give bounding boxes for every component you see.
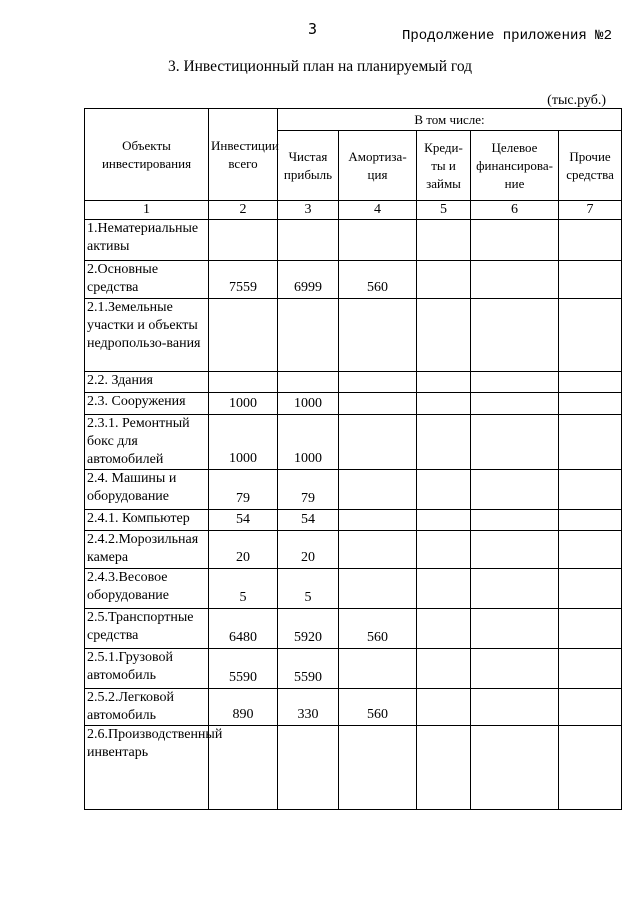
table-row [85, 261, 622, 299]
column-number: 4 [339, 201, 417, 220]
row-value: 20 [278, 531, 339, 569]
table-row [85, 510, 622, 531]
row-value [209, 299, 278, 372]
row-value [209, 220, 278, 261]
row-value: 5 [209, 569, 278, 609]
column-number: 3 [278, 201, 339, 220]
table-row [85, 415, 622, 470]
row-value [471, 689, 559, 726]
row-value [471, 220, 559, 261]
row-value: 1000 [278, 393, 339, 415]
row-value [278, 372, 339, 393]
row-value [278, 726, 339, 810]
row-value [339, 726, 417, 810]
row-value: 6999 [278, 261, 339, 299]
table-row [85, 372, 622, 393]
row-value: 6480 [209, 609, 278, 649]
row-value: 54 [209, 510, 278, 531]
table-row [85, 470, 622, 510]
row-value [417, 261, 471, 299]
column-number-row [85, 201, 622, 220]
row-value: 1000 [278, 415, 339, 470]
row-label: 2.2. Здания [85, 372, 209, 393]
row-value [559, 726, 622, 810]
row-value [339, 531, 417, 569]
page-number: 3 [308, 20, 318, 38]
row-value: 1000 [209, 393, 278, 415]
row-value [339, 415, 417, 470]
row-value [417, 726, 471, 810]
row-value: 560 [339, 689, 417, 726]
row-value [559, 261, 622, 299]
row-value [417, 510, 471, 531]
row-value: 54 [278, 510, 339, 531]
row-value: 560 [339, 261, 417, 299]
row-value [417, 220, 471, 261]
row-value: 5590 [209, 649, 278, 689]
header-net-profit: Чистая прибыль [278, 131, 339, 201]
row-value: 890 [209, 689, 278, 726]
column-number: 5 [417, 201, 471, 220]
row-value: 79 [209, 470, 278, 510]
row-value [471, 510, 559, 531]
table-row [85, 726, 622, 810]
row-value [559, 609, 622, 649]
row-value: 5590 [278, 649, 339, 689]
row-value [559, 299, 622, 372]
row-value [417, 415, 471, 470]
table-row [85, 689, 622, 726]
table-row [85, 393, 622, 415]
row-value: 7559 [209, 261, 278, 299]
row-value [471, 261, 559, 299]
row-value: 5 [278, 569, 339, 609]
row-value: 5920 [278, 609, 339, 649]
row-value [339, 393, 417, 415]
row-value [471, 393, 559, 415]
table-row [85, 531, 622, 569]
page-title: 3. Инвестиционный план на планируемый год [167, 58, 473, 75]
row-value [339, 372, 417, 393]
row-value [339, 299, 417, 372]
header-target-financing: Целевое финансирова-ние [471, 131, 559, 201]
row-value: 1000 [209, 415, 278, 470]
row-value [417, 393, 471, 415]
row-label: 2.3. Сооружения [85, 393, 209, 415]
investment-plan-table [84, 108, 622, 810]
header-objects: Объекты инвестирования [85, 109, 209, 201]
row-value [471, 372, 559, 393]
table-row [85, 609, 622, 649]
row-value [471, 649, 559, 689]
row-label: 2.3.1. Ремонтный бокс для автомобилей [85, 415, 209, 470]
row-value [559, 569, 622, 609]
row-value [278, 299, 339, 372]
row-value [559, 372, 622, 393]
row-value [339, 569, 417, 609]
row-label: 2.1.Земельные участки и объекты недропользо-вания [85, 299, 209, 372]
row-label: 2.4. Машины и оборудование [85, 470, 209, 510]
row-label: 2.4.2.Морозильная камера [85, 531, 209, 569]
row-value [559, 415, 622, 470]
row-label: 2.5.1.Грузовой автомобиль [85, 649, 209, 689]
row-value [339, 510, 417, 531]
table-row [85, 220, 622, 261]
unit-label: (тыс.руб.) [547, 93, 606, 108]
row-value [559, 649, 622, 689]
row-value [559, 393, 622, 415]
row-value [559, 470, 622, 510]
column-number: 1 [85, 201, 209, 220]
row-value [339, 220, 417, 261]
row-value [339, 649, 417, 689]
row-value [471, 415, 559, 470]
row-value [209, 372, 278, 393]
header-other: Прочие средства [559, 131, 622, 201]
row-value [471, 569, 559, 609]
row-value [559, 689, 622, 726]
row-value [417, 531, 471, 569]
row-label: 2.5.Транспортные средства [85, 609, 209, 649]
header-including: В том числе: [278, 109, 622, 131]
row-value [417, 372, 471, 393]
row-value: 560 [339, 609, 417, 649]
header-amortization: Амортиза-ция [339, 131, 417, 201]
row-value [559, 531, 622, 569]
row-value: 20 [209, 531, 278, 569]
row-label: 2.4.3.Весовое оборудование [85, 569, 209, 609]
row-value [417, 299, 471, 372]
row-value [417, 470, 471, 510]
row-label: 2.6.Производственный инвентарь [85, 726, 209, 810]
table-row [85, 299, 622, 372]
table-row [85, 649, 622, 689]
header-credits: Креди-ты и займы [417, 131, 471, 201]
row-value [417, 609, 471, 649]
row-value [278, 220, 339, 261]
row-label: 2.5.2.Легковой автомобиль [85, 689, 209, 726]
row-label: 2.4.1. Компьютер [85, 510, 209, 531]
row-value: 330 [278, 689, 339, 726]
row-value: 79 [278, 470, 339, 510]
row-value [417, 689, 471, 726]
header-invest-total: Инвестиции всего [209, 109, 278, 201]
row-label: 1.Нематериальные активы [85, 220, 209, 261]
row-value [471, 470, 559, 510]
row-value [417, 649, 471, 689]
row-value [471, 726, 559, 810]
row-value [417, 569, 471, 609]
row-value [471, 531, 559, 569]
row-value [559, 220, 622, 261]
column-number: 7 [559, 201, 622, 220]
row-value [559, 510, 622, 531]
table-row [85, 569, 622, 609]
column-number: 2 [209, 201, 278, 220]
row-value [471, 609, 559, 649]
column-number: 6 [471, 201, 559, 220]
annex-label: Продолжение приложения №2 [401, 28, 612, 44]
row-label: 2.Основные средства [85, 261, 209, 299]
row-value [471, 299, 559, 372]
row-value [339, 470, 417, 510]
